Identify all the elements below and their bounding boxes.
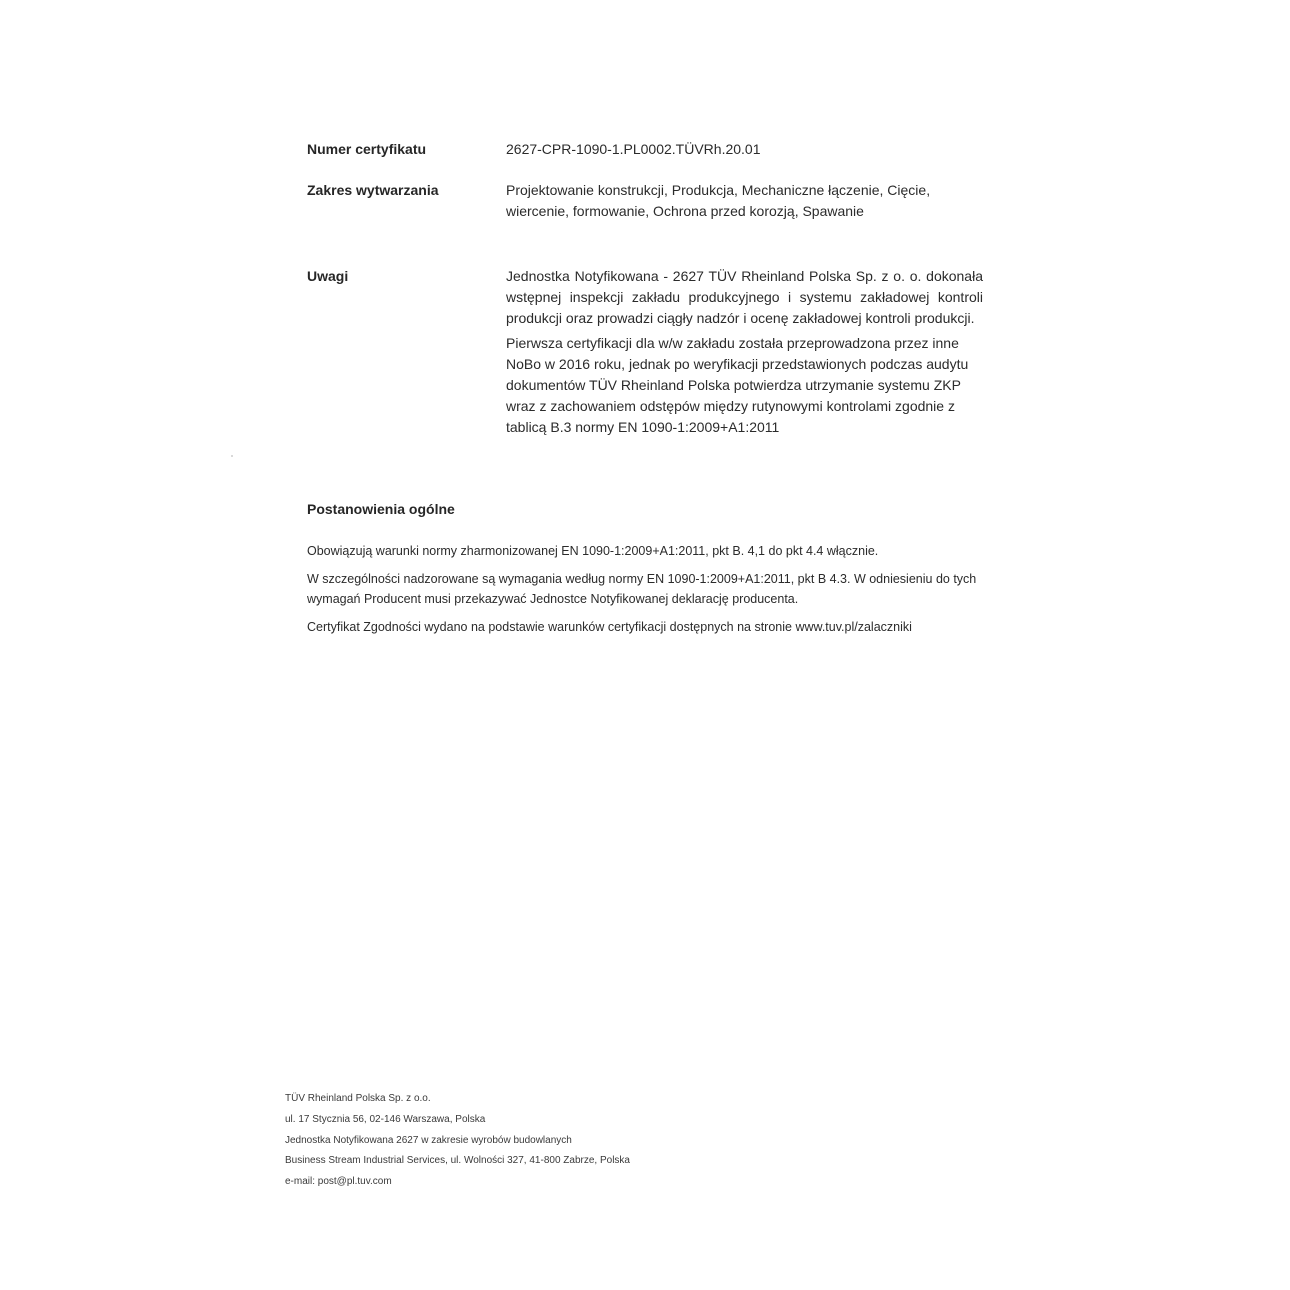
footer-company-name: TÜV Rheinland Polska Sp. z o.o. <box>285 1093 431 1104</box>
general-provisions-paragraph: Obowiązują warunki normy zharmonizowanej EN 1090-1:2009+A1:2011, pkt B. 4,1 do pkt 4.4 włącznie. <box>307 544 879 558</box>
certificate-number-text: 2627-CPR-1090-1.PL0002.TÜVRh.20.01 <box>506 141 761 157</box>
certificate-number-label: Numer certyfikatu <box>307 141 427 157</box>
scan-speck <box>231 455 233 457</box>
footer-email: e-mail: post@pl.tuv.com <box>285 1176 392 1188</box>
remarks-paragraph: Jednostka Notyfikowana - 2627 TÜV Rheinland Polska Sp. z o. o. dokonała wstępnej inspekcji zakładu produkcyjnego i systemu zakładowej kontroli produkcji oraz prowadzi ciągły nadzór i ocenę zakładowej kontroli produkcji. <box>506 268 983 326</box>
footer-business-stream: Business Stream Industrial Services, ul. Wolności 327, 41-800 Zabrze, Polska <box>285 1155 630 1167</box>
general-provisions-paragraph: Certyfikat Zgodności wydano na podstawie warunków certyfikacji dostępnych na stronie www.tuv.pl/zalaczniki <box>307 620 912 634</box>
production-scope-text: Projektowanie konstrukcji, Produkcja, Mechaniczne łączenie, Cięcie, wiercenie, formowanie, Ochrona przed korozją, Spawanie <box>506 182 931 219</box>
footer-address: ul. 17 Stycznia 56, 02-146 Warszawa, Polska <box>285 1113 486 1125</box>
general-provisions-body <box>307 541 984 645</box>
footer-notified-body: Jednostka Notyfikowana 2627 w zakresie wyrobów budowlanych <box>285 1134 572 1146</box>
remarks-paragraph: Pierwsza certyfikacji dla w/w zakładu została przeprowadzona przez inne NoBo w 2016 roku, jednak po weryfikacji przedstawionych podczas audytu dokumentów TÜV Rheinland Polska potwierdza utrzymanie systemu ZKP wraz z zachowaniem odstępów między rutynowymi kontrolami zgodnie z tablicą B.3 normy EN 1090-1:2009+A1:2011 <box>506 335 969 435</box>
general-provisions-heading: Postanowienia ogólne <box>307 501 455 517</box>
general-provisions-paragraph: W szczególności nadzorowane są wymagania według normy EN 1090-1:2009+A1:2011, pkt B 4.3. W odniesieniu do tych wymagań Producent musi przekazywać Jednostce Notyfikowanej deklarację producenta. <box>307 572 977 606</box>
production-scope-label: Zakres wytwarzania <box>307 182 439 198</box>
remarks-value <box>506 266 983 438</box>
certificate-number-value <box>506 139 983 160</box>
issuer-footer <box>285 1089 630 1193</box>
production-scope-value <box>506 180 983 222</box>
remarks-label: Uwagi <box>307 268 349 284</box>
